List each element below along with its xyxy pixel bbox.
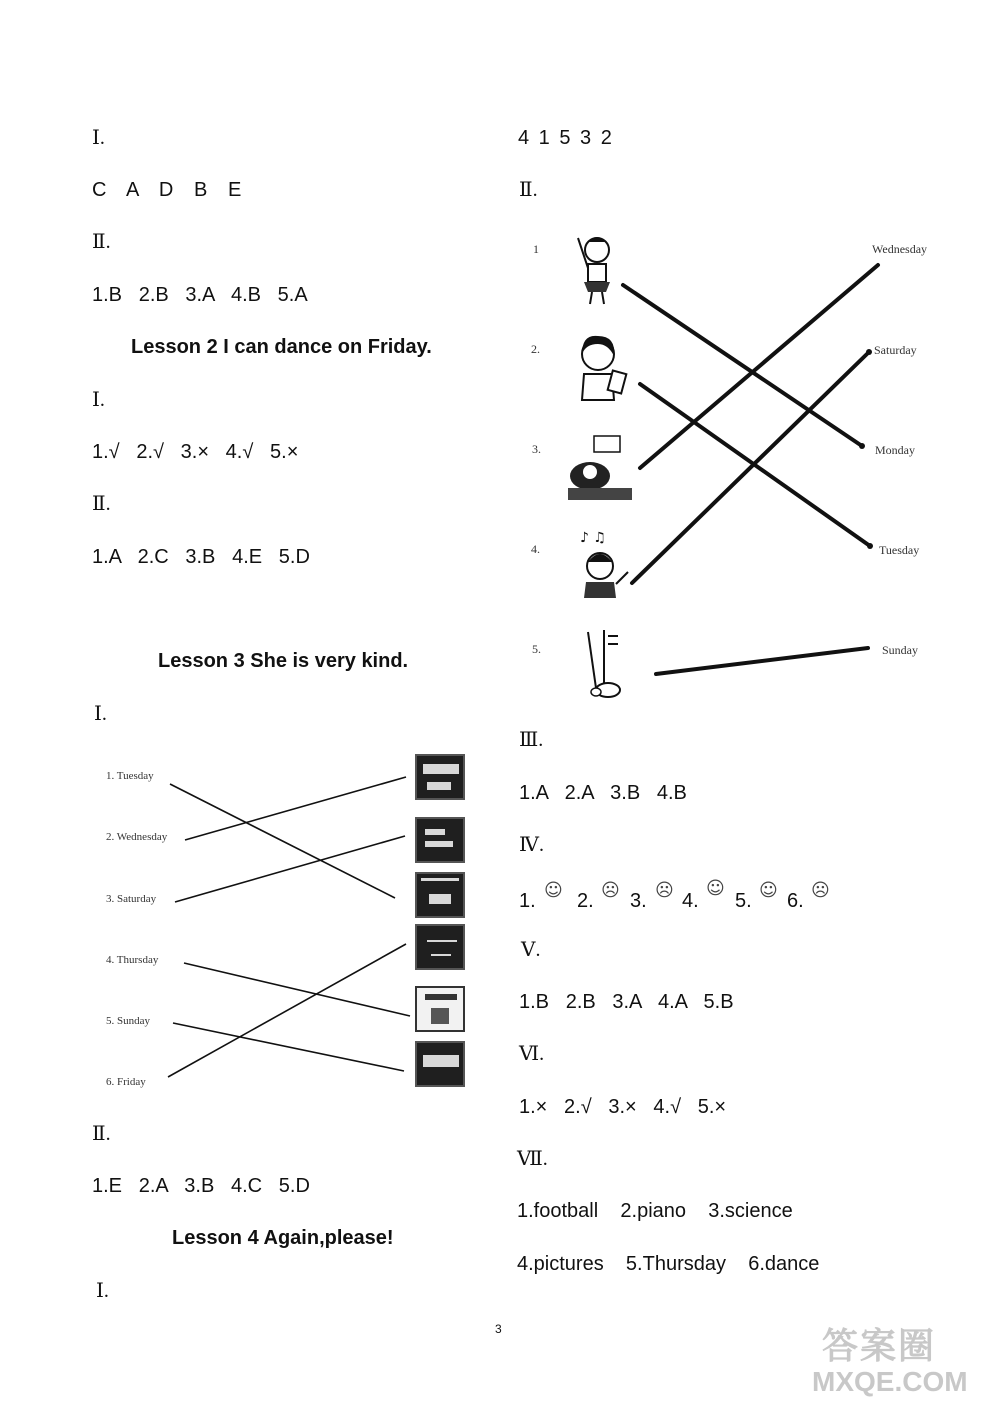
erhu-picture: [574, 628, 630, 700]
page-number: 3: [495, 1322, 502, 1336]
match-line: [170, 784, 395, 898]
item-number: 5.: [735, 890, 752, 912]
happy-face-icon: ☺: [759, 880, 778, 901]
match-line: [175, 836, 405, 902]
match-line: [640, 265, 878, 468]
answer-line: 1.A 2.A 3.B 4.B: [519, 782, 687, 804]
answer-line: 1.B 2.B 3.A 4.A 5.B: [519, 991, 734, 1013]
section-label: Ⅰ.: [92, 389, 105, 411]
item-number: 4.: [682, 890, 699, 912]
item-number: 5.: [532, 642, 541, 656]
answer-line: 1.B 2.B 3.A 4.B 5.A: [92, 284, 308, 306]
happy-face-icon: ☺: [544, 880, 563, 901]
section-label: Ⅱ.: [92, 493, 111, 515]
sad-face-icon: ☹: [655, 880, 674, 901]
answer-line: 1.E 2.A 3.B 4.C 5.D: [92, 1175, 310, 1197]
answer-line: 4 1 5 3 2: [518, 127, 614, 149]
sad-face-icon: ☹: [601, 880, 620, 901]
match-line: [168, 944, 406, 1077]
section-label: Ⅱ.: [92, 1123, 111, 1145]
item-number: 2.: [531, 342, 540, 356]
section-label: Ⅲ.: [519, 729, 544, 751]
answer-line: 1.× 2.√ 3.× 4.√ 5.×: [519, 1096, 727, 1118]
item-number: 2.: [577, 890, 594, 912]
item-number: 3.: [630, 890, 647, 912]
lesson-title: Lesson 2 I can dance on Friday.: [131, 336, 432, 358]
day-label: Saturday: [874, 343, 917, 357]
day-label: 6. Friday: [106, 1076, 146, 1088]
day-label: 2. Wednesday: [106, 831, 168, 843]
item-number: 6.: [787, 890, 804, 912]
answer-line: 1.√ 2.√ 3.× 4.√ 5.×: [92, 441, 299, 463]
item-number: 4.: [531, 542, 540, 556]
day-label: 5. Sunday: [106, 1015, 150, 1027]
day-label: Wednesday: [872, 242, 928, 256]
singing-boy-picture: [574, 528, 644, 600]
section-label: Ⅳ.: [519, 834, 544, 856]
sad-face-icon: ☹: [811, 880, 830, 901]
day-label: 4. Thursday: [106, 954, 159, 966]
drawing-picture: [566, 432, 636, 502]
lesson-title: Lesson 4 Again,please!: [172, 1227, 394, 1249]
section-label: Ⅰ.: [94, 703, 107, 725]
match-line: [173, 1023, 404, 1071]
section-label: Ⅰ.: [96, 1280, 109, 1302]
lesson-title: Lesson 3 She is very kind.: [158, 650, 409, 672]
match-line: [184, 963, 410, 1016]
dancing-girl-picture: [570, 232, 622, 306]
match-line: [632, 352, 869, 583]
answer-line: 1.football 2.piano 3.science: [517, 1200, 793, 1222]
reading-girl-picture: [572, 332, 634, 404]
day-label: Monday: [875, 443, 915, 457]
answer-line: C A D B E: [92, 179, 243, 201]
section-label: Ⅵ.: [519, 1043, 545, 1065]
section-label: Ⅱ.: [92, 231, 111, 253]
section-label: Ⅶ.: [517, 1148, 548, 1170]
item-number: 3.: [532, 442, 541, 456]
item-number: 1.: [519, 890, 536, 912]
happy-face-icon: ☺: [706, 878, 725, 899]
match-line: [656, 648, 868, 674]
day-label: Sunday: [882, 643, 918, 657]
watermark-logo: 答案圈: [822, 1325, 937, 1366]
svg-text:♪ ♫: ♪ ♫: [580, 530, 606, 546]
day-label: 3. Saturday: [106, 893, 157, 905]
section-label: Ⅴ.: [521, 939, 541, 961]
item-number: 1: [533, 242, 539, 256]
section-label: Ⅱ.: [519, 179, 538, 201]
day-label: 1. Tuesday: [106, 770, 154, 782]
day-label: Tuesday: [879, 543, 920, 557]
answer-line: 4.pictures 5.Thursday 6.dance: [517, 1253, 820, 1275]
section-label: Ⅰ.: [92, 127, 105, 149]
watermark-url: MXQE.COM: [812, 1366, 968, 1397]
answer-line: 1.A 2.C 3.B 4.E 5.D: [92, 546, 310, 568]
